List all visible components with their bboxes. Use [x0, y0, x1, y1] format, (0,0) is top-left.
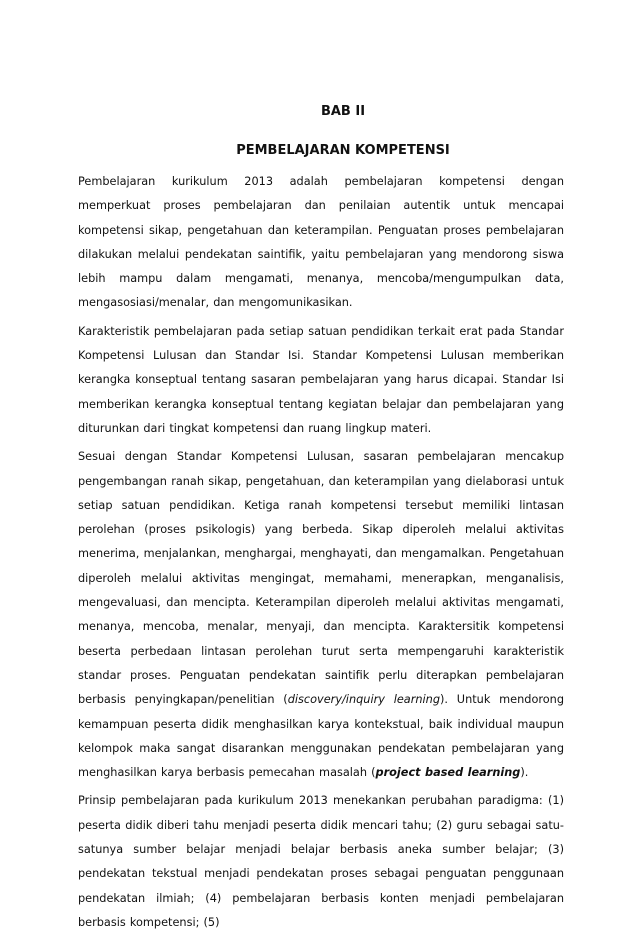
project-based-learning-term: project based learning	[375, 766, 521, 780]
paragraph-3-text-c: ).	[520, 766, 529, 780]
paragraph-3-text-b: ). Untuk mendorong kemampuan peserta didik menghasilkan karya kontekstual, baik individual maupun kelompok maka sangat disarankan menggunakan pendekatan pembelajaran yang menghasilkan karya berbasis pemecahan masalah (	[78, 693, 565, 780]
document-body	[78, 170, 564, 935]
chapter-heading: BAB II	[320, 104, 366, 119]
paragraph-3-text-a: Sesuai dengan Standar Kompetensi Lulusan, sasaran pembelajaran mencakup pengembangan ranah sikap, pengetahuan, dan keterampilan yang dielaborasi untuk setiap satuan pendidikan. Ketiga ranah kompetensi tersebut memiliki lintasan perolehan (proses psikologis) yang berbeda. Sikap diperoleh melalui aktivitas menerima, menjalankan, menghargai, menghayati, dan mengamalkan. Pengetahuan diperoleh melalui aktivitas mengingat, memahami, menerapkan, menganalisis, mengevaluasi, dan mencipta. Keterampilan diperoleh melalui aktivitas mengamati, menanya, mencoba, menalar, menyaji, dan mencipta. Karaktersitik kompetensi beserta perbedaan lintasan perolehan turut serta mempengaruhi karakteristik standar proses. Penguatan pendekatan saintifik perlu diterapkan pembelajaran berbasis penyingkapan/penelitian (	[78, 450, 564, 707]
discovery-inquiry-term: discovery/inquiry learning	[287, 693, 440, 707]
paragraph-2: Karakteristik pembelajaran pada setiap satuan pendidikan terkait erat pada Standar Kompetensi Lulusan dan Standar Isi. Standar Kompetensi Lulusan memberikan kerangka konseptual tentang sasaran pembelajaran yang harus dicapai. Standar Isi memberikan kerangka konseptual tentang kegiatan belajar dan pembelajaran yang diturunkan dari tingkat kompetensi dan ruang lingkup materi.	[78, 324, 564, 435]
paragraph-4: Prinsip pembelajaran pada kurikulum 2013 menekankan perubahan paradigma: (1) peserta didik diberi tahu menjadi peserta didik mencari tahu; (2) guru sebagai satu-satunya sumber belajar menjadi belajar berbasis aneka sumber belajar; (3) pendekatan tekstual menjadi pendekatan proses sebagai penguatan penggunaan pendekatan ilmiah; (4) pembelajaran berbasis konten menjadi pembelajaran berbasis kompetensi; (5)	[78, 794, 564, 929]
paragraph-1: Pembelajaran kurikulum 2013 adalah pembelajaran kompetensi dengan memperkuat proses pembelajaran dan penilaian autentik untuk mencapai kompetensi sikap, pengetahuan dan keterampilan. Penguatan proses pembelajaran dilakukan melalui pendekatan saintifik, yaitu pembelajaran yang mendorong siswa lebih mampu dalam mengamati, menanya, mencoba/mengumpulkan data, mengasosiasi/menalar, dan mengomunikasikan.	[78, 175, 564, 310]
chapter-title: PEMBELAJARAN KOMPETENSI	[236, 143, 450, 158]
paragraph-3	[78, 445, 564, 785]
